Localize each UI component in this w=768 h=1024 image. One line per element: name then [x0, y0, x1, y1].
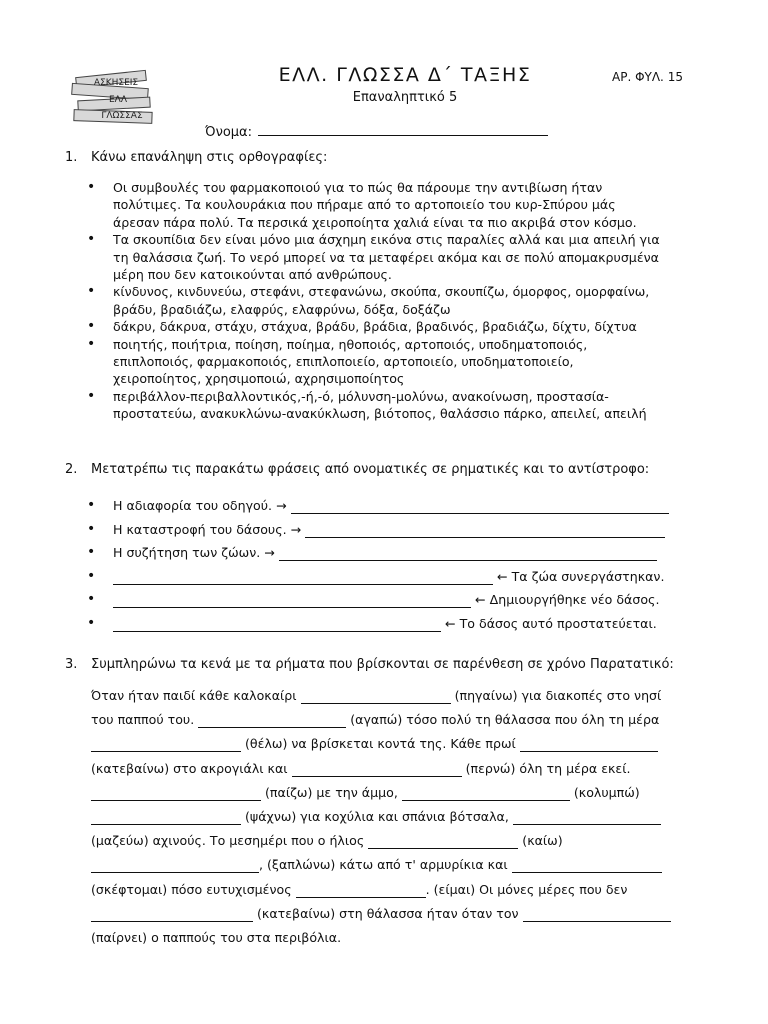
fill-in-paragraph	[65, 684, 725, 950]
text-segment: (αγαπώ) τόσο πολύ τη θάλασσα που όλη τη μέρα	[350, 712, 660, 728]
line: • περιβάλλον-περιβαλλοντικός,-ή,-ό, μόλυνση-μολύνω, ανακοίνωση, προστασία-	[113, 388, 609, 404]
section-1-title: Κάνω επανάληψη στις ορθογραφίες:	[91, 150, 328, 165]
phrase: Η συζήτηση των ζώων.	[113, 545, 261, 560]
name-blank[interactable]	[258, 122, 548, 136]
page-subtitle: Επαναληπτικό 5	[352, 90, 458, 105]
phrase: Η αδιαφορία του οδηγού.	[113, 498, 273, 513]
section-3-heading	[65, 657, 725, 672]
line: • δάκρυ, δάκρυα, στάχυ, στάχυα, βράδυ, βράδια, βραδινός, βραδιάζω, δίχτυ, δίχτυα	[113, 319, 637, 335]
answer-blank[interactable]	[305, 523, 665, 538]
paragraph-line	[91, 829, 725, 853]
section-2-number: 2.	[65, 462, 78, 477]
text-segment: (σκέφτομαι) πόσο ευτυχισμένος	[91, 881, 292, 897]
answer-blank[interactable]	[292, 762, 462, 777]
paragraph-line	[91, 757, 725, 781]
text-segment: (θέλω) να βρίσκεται κοντά της. Κάθε πρωί	[245, 736, 516, 752]
text-segment: (πηγαίνω) για διακοπές στο νησί	[454, 688, 662, 703]
arrow-left-icon: ←	[445, 615, 456, 631]
paragraph-line	[91, 684, 725, 708]
logo-text-3: ΓΛΩΣΣΑΣ	[101, 111, 143, 121]
answer-blank[interactable]	[113, 617, 441, 632]
section-3-title: Συμπληρώνω τα κενά με τα ρήματα που βρίσκονται σε παρένθεση σε χρόνο Παρατατικό:	[91, 657, 674, 672]
phrase: Τα ζώα συνεργάστηκαν.	[511, 568, 665, 584]
name-label: Όνομα:	[205, 125, 252, 140]
answer-blank[interactable]	[91, 786, 261, 801]
arrow-left-icon: ←	[475, 592, 486, 607]
section-1	[65, 150, 725, 423]
answer-blank[interactable]	[279, 546, 657, 561]
answer-blank[interactable]	[91, 907, 253, 922]
answer-blank[interactable]	[113, 593, 471, 608]
line: επιπλοποιός, φαρμακοποιός, επιπλοποιείο, αρτοποιείο, υποδηματοποιείο,	[113, 354, 574, 370]
list-item	[65, 541, 725, 565]
section-2-list	[65, 494, 725, 635]
section-2-heading	[65, 462, 725, 477]
line: πολύτιμες. Τα κουλουράκια που πήραμε από το αρτοποιείο του κυρ-Σπύρου μάς	[113, 197, 616, 213]
line: • ποιητής, ποιήτρια, ποίηση, ποίημα, ηθοποιός, αρτοποιός, υποδηματοποιός,	[113, 336, 588, 352]
sheet-number: ΑΡ. ΦΥΛ. 15	[612, 70, 683, 84]
text-segment: . (είμαι) Οι μόνες μέρες που δεν	[425, 881, 628, 897]
text-segment: (καίω)	[522, 833, 563, 849]
text-segment: (παίρνει) ο παππούς του στα περιβόλια.	[91, 930, 342, 946]
phrase: Το δάσος αυτό προστατεύεται.	[459, 615, 657, 631]
section-3	[65, 657, 725, 950]
page-title: ΕΛΛ. ΓΛΩΣΣΑ Δ΄ ΤΑΞΗΣ	[278, 64, 532, 86]
text-segment: (μαζεύω) αχινούς. Το μεσημέρι που ο ήλιος	[91, 833, 365, 849]
paragraph-line	[91, 853, 725, 877]
phrase: Δημιουργήθηκε νέο δάσος.	[489, 592, 660, 607]
answer-blank[interactable]	[368, 834, 518, 849]
list-item	[65, 565, 725, 589]
text-segment: του παππού του.	[91, 712, 195, 728]
paragraph-line	[91, 708, 725, 732]
section-1-list	[65, 179, 725, 423]
line: προστατεύω, ανακυκλώνω-ανακύκλωση, βιότοπος, θαλάσσιο πάρκο, απειλεί, απειλή	[113, 406, 647, 422]
arrow-right-icon: →	[264, 545, 275, 560]
section-1-number: 1.	[65, 150, 78, 165]
line: • Τα σκουπίδια δεν είναι μόνο μια άσχημη εικόνα στις παραλίες αλλά και μια απειλή για	[113, 232, 660, 248]
line: μέρη που δεν κατοικούνται από ανθρώπους.	[113, 267, 392, 283]
logo-text-2: ΕΛΛ	[109, 95, 127, 105]
name-row	[205, 122, 548, 140]
phrase: Η καταστροφή του δάσους.	[113, 521, 287, 537]
list-item	[65, 612, 725, 636]
line: βράδυ, βραδιάζω, ελαφρύς, ελαφρύνω, δόξα, δοξάζω	[113, 301, 451, 317]
list-item	[65, 179, 725, 231]
line: • Οι συμβουλές του φαρμακοποιού για το πώς θα πάρουμε την αντιβίωση ήταν	[113, 180, 603, 195]
paragraph-line	[91, 732, 725, 756]
list-item	[65, 318, 725, 335]
list-item	[65, 494, 725, 518]
text-segment: (παίζω) με την άμμο,	[265, 784, 398, 800]
answer-blank[interactable]	[513, 810, 661, 825]
line: άρεσαν πάρα πολύ. Τα περσικά χειροποίητα χαλιά είναι τα πιο ακριβά στον κόσμο.	[113, 214, 637, 230]
answer-blank[interactable]	[91, 810, 241, 825]
answer-blank[interactable]	[512, 858, 662, 873]
answer-blank[interactable]	[291, 499, 669, 514]
answer-blank[interactable]	[402, 786, 570, 801]
text-segment: Όταν ήταν παιδί κάθε καλοκαίρι	[91, 688, 297, 703]
list-item	[65, 388, 725, 423]
text-segment: (κατεβαίνω) στη θάλασσα ήταν όταν τον	[257, 905, 519, 921]
answer-blank[interactable]	[296, 883, 426, 898]
text-segment: (περνώ) όλη τη μέρα εκεί.	[465, 760, 631, 776]
list-item	[65, 231, 725, 283]
list-item	[65, 336, 725, 388]
text-segment: , (ξαπλώνω) κάτω από τ' αρμυρίκια και	[259, 857, 508, 873]
section-3-number: 3.	[65, 657, 78, 672]
section-2-title: Μετατρέπω τις παρακάτω φράσεις από ονοματικές σε ρηματικές και το αντίστροφο:	[91, 462, 650, 477]
answer-blank[interactable]	[91, 737, 241, 752]
text-segment: (κολυμπώ)	[573, 784, 640, 800]
line: τη θαλάσσια ζωή. Το νερό μπορεί να τα μεταφέρει ακόμα και σε πολύ απομακρυσμένα	[113, 249, 659, 265]
arrow-left-icon: ←	[497, 568, 508, 584]
list-item	[65, 283, 725, 318]
books-logo	[68, 68, 158, 130]
line: χειροποίητος, χρησιμοποιώ, αχρησιμοποίητος	[113, 371, 405, 387]
logo-text-1: ΑΣΚΗΣΕΙΣ	[93, 78, 139, 88]
line: • κίνδυνος, κινδυνεύω, στεφάνι, στεφανώνω, σκούπα, σκουπίζω, όμορφος, ομορφαίνω,	[113, 284, 650, 300]
paragraph-line	[91, 878, 725, 902]
paragraph-line	[91, 805, 725, 829]
list-item	[65, 518, 725, 542]
section-1-heading	[65, 150, 725, 165]
paragraph-line	[91, 902, 725, 926]
paragraph-line	[91, 926, 725, 950]
answer-blank[interactable]	[91, 858, 259, 873]
text-segment: (ψάχνω) για κοχύλια και σπάνια βότσαλα,	[245, 809, 509, 825]
arrow-right-icon: →	[276, 498, 287, 513]
arrow-right-icon: →	[290, 521, 302, 537]
paragraph-line	[91, 781, 725, 805]
answer-blank[interactable]	[523, 907, 671, 922]
answer-blank[interactable]	[198, 713, 346, 728]
section-2	[65, 462, 725, 635]
answer-blank[interactable]	[113, 570, 493, 585]
list-item	[65, 588, 725, 612]
answer-blank[interactable]	[301, 689, 451, 704]
text-segment: (κατεβαίνω) στο ακρογιάλι και	[91, 760, 288, 776]
answer-blank[interactable]	[520, 737, 658, 752]
